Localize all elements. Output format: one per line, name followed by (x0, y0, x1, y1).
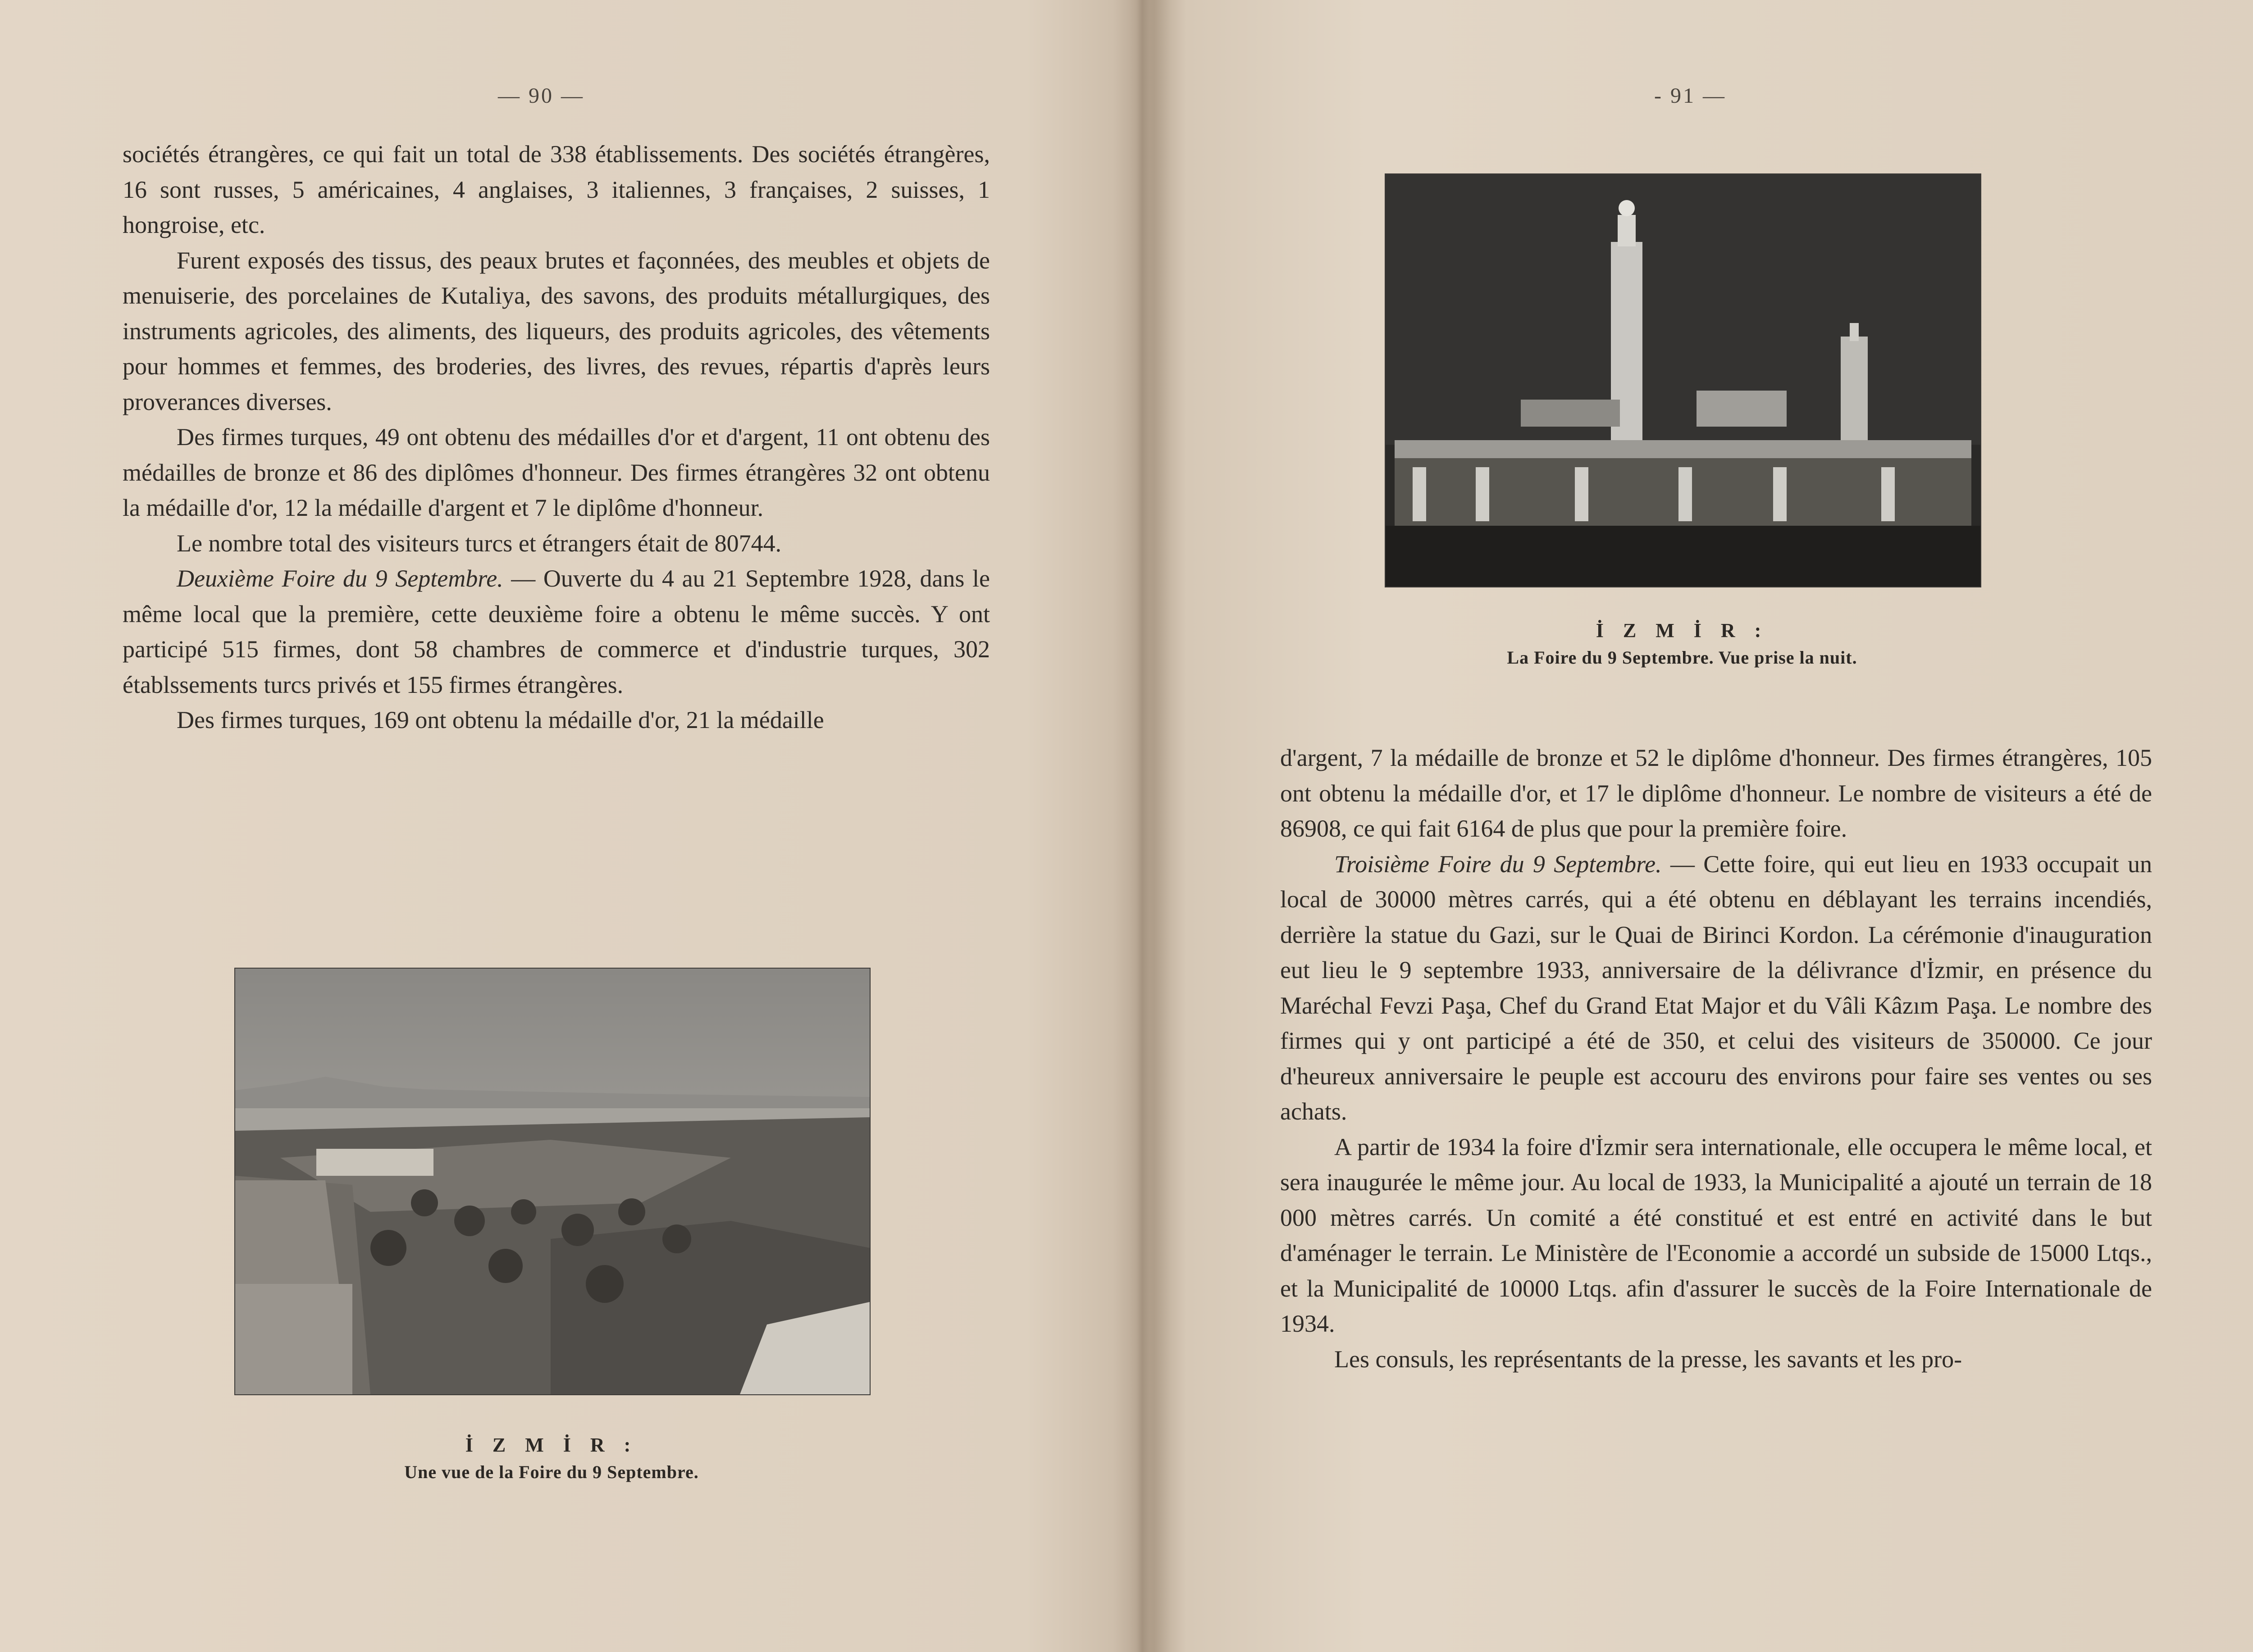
paragraph: Furent exposés des tissus, des peaux brutes et façonnées, des meubles et objets de menuiserie, des porcelaines de Kutaliya, des savons, des produits métallurgiques, des instruments agricoles, des aliments, des liqueurs, des produits agricoles, des vêtements pour hommes et femmes, des broderies, des livres, des revues, répartis d'après leurs proverances diverses. (123, 246, 990, 415)
section-heading-italic: Troisième Foire du 9 Septembre. (1334, 850, 1662, 878)
paragraph: Le nombre total des visiteurs turcs et étrangers était de 80744. (177, 529, 782, 557)
photo-fair-night-image (1386, 174, 1980, 587)
left-page-text (123, 137, 990, 738)
page-number-91: - 91 — (1654, 84, 1726, 108)
photo-fair-day-view (234, 968, 871, 1395)
paragraph: Des firmes turques, 169 ont obtenu la médaille d'or, 21 la médaille (177, 706, 824, 733)
paragraph-text: — Ouverte du 4 au 21 Septembre 1928, dans le même local que la première, cette deuxième foire a obtenu le même succès. Y ont participé 515 firmes, dont 58 chambres de commerce et d'industrie turques, 302 établssements turcs privés et 155 firmes étrangères. (123, 565, 990, 698)
right-page-text (1280, 740, 2152, 1377)
photo-fair-day-image (235, 969, 870, 1394)
caption-description: La Foire du 9 Septembre. Vue prise la nuit. (1507, 647, 1857, 668)
paragraph: Les consuls, les représentants de la presse, les savants et les pro- (1334, 1345, 1962, 1373)
paragraph (1280, 846, 2152, 1129)
caption-city: İ Z M İ R : (1596, 619, 1769, 642)
paragraph-text: — Cette foire, qui eut lieu en 1933 occupait un local de 30000 mètres carrés, qui a été obtenu en déblayant les terrains incendiés, derrière la statue du Gazi, sur le Quai de Birinci Kordon. La cérémonie d'inauguration eut lieu le 9 septembre 1933, anniversaire de la délivrance d'İzmir, en présence du Maréchal Fevzi Paşa, Chef du Grand Etat Major et du Vâli Kâzım Paşa. Le nombre des firmes qui y ont participé a été de 350, et celui des visiteurs de 350000. Ce jour d'heureux anniversaire le peuple est accouru des environs pour faire ses ventes ou ses achats. (1280, 850, 2152, 1125)
caption-city: İ Z M İ R : (465, 1434, 638, 1456)
figure-caption-right (1385, 617, 1979, 671)
caption-description: Une vue de la Foire du 9 Septembre. (404, 1462, 699, 1482)
page-number-90: — 90 — (498, 84, 584, 108)
paragraph: Des firmes turques, 49 ont obtenu des médailles d'or et d'argent, 11 ont obtenu des médailles de bronze et 86 des diplômes d'honneur. Des firmes étrangères 32 ont obtenu la médaille d'or, 12 la médaille d'argent et 7 le diplôme d'honneur. (123, 423, 990, 521)
section-heading-italic: Deuxième Foire du 9 Septembre. (177, 565, 503, 592)
right-page (1140, 0, 2253, 1652)
paragraph: d'argent, 7 la médaille de bronze et 52 le diplôme d'honneur. Des firmes étrangères, 105 ont obtenu la médaille d'or, et 17 le diplôme d'honneur. Le nombre de visiteurs a été de 86908, ce qui fait 6164 de plus que pour la première foire. (1280, 744, 2152, 842)
paragraph: sociétés étrangères, ce qui fait un total de 338 établissements. Des sociétés étrangères, 16 sont russes, 5 américaines, 4 anglaises, 3 italiennes, 3 françaises, 2 suisses, 1 hongroise, etc. (123, 141, 990, 238)
figure-caption-left (234, 1432, 869, 1486)
paragraph (123, 561, 990, 702)
paragraph: A partir de 1934 la foire d'İzmir sera internationale, elle occupera le même local, et sera inaugurée le même jour. Au local de 1933, la Municipalité a ajouté un terrain de 18 000 mètres carrés. Un comité a été constitué et est entré en activité dans le but d'aménager le terrain. Le Ministère de l'Economie a accordé un subside de 15000 Ltqs., et la Municipalité de 10000 Ltqs. afin d'assurer le succès de la Foire Internationale de 1934. (1280, 1133, 2152, 1337)
photo-fair-night-view (1385, 173, 1981, 587)
